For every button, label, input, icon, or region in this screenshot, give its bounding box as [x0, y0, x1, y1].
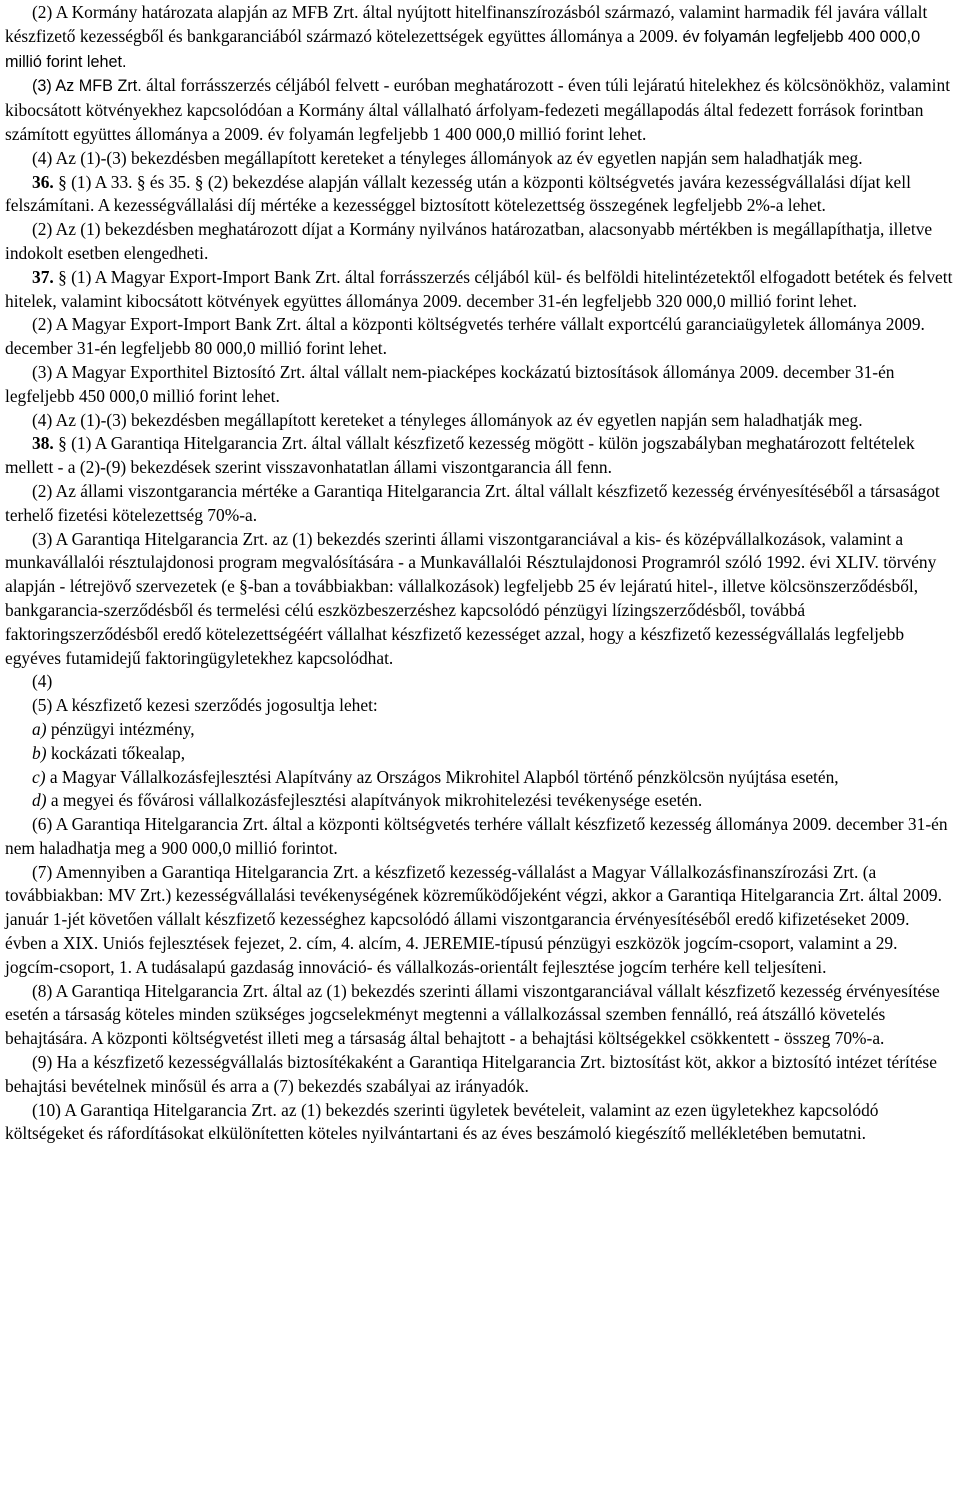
text-run: (5) A készfizető kezesi szerződés jogosultja lehet:: [32, 695, 378, 716]
text-run: (2) Az állami viszontgarancia mértéke a Garantiqa Hitelgarancia Zrt. által vállalt készfizető kezesség érvényesítéséből a társaságot terhelő fizetési kötelezettség 70%-a.: [5, 480, 940, 525]
text-run: (10) A Garantiqa Hitelgarancia Zrt. az (1) bekezdés szerinti ügyletek bevételeit, valamint az ezen ügyletekhez kapcsolódó költségeket és ráfordításokat elkülönítetten köteles nyilvántartani és az éves beszámoló kiegészítő mellékletében bemutatni.: [5, 1099, 879, 1144]
text-run: (3) Az MFB Zrt.: [32, 77, 142, 96]
paragraph: [5, 361, 953, 409]
list-marker: a): [32, 718, 47, 739]
paragraph: [5, 813, 953, 861]
text-run: (4): [32, 671, 53, 692]
paragraph: [5, 313, 953, 361]
list-marker: c): [32, 766, 46, 787]
text-run: év folyamán legfeljebb 400 000,0 millió forint lehet.: [5, 27, 921, 71]
paragraph: [5, 432, 953, 480]
section-number: 38.: [32, 433, 54, 454]
text-run: (8) A Garantiqa Hitelgarancia Zrt. által az (1) bekezdés szerinti állami viszontgaranciával vállalt készfizető kezesség érvényesítése esetén a társaság köteles minden szükséges jogcselekményt megtenni a vállalkozással szemben fennálló, reá átszálló követelés behajtására. A központi költségvetést illeti meg a társaság által behajtott - a behajtási költségekkel csökkentett - összeg 70%-a.: [5, 980, 940, 1049]
paragraph: [5, 742, 953, 766]
paragraph: [5, 718, 953, 742]
text-run: által forrásszerzés céljából felvett - euróban meghatározott - éven túli lejáratú hitelekhez és kölcsönökhöz, valamint kibocsátott kötvényekhez kapcsolódóan a Kormány által vállalható árfolyam-fedezeti megállapodás által fedezett források forintban számított együttes állománya a 2009. év folyamán legfeljebb 1 400 000,0 millió forint lehet.: [5, 75, 951, 144]
paragraph: [5, 528, 953, 671]
text-run: (6) A Garantiqa Hitelgarancia Zrt. által a központi költségvetés terhére vállalt készfizető kezesség állománya 2009. december 31-én nem haladhatja meg a 900 000,0 millió forintot.: [5, 814, 948, 858]
paragraph: [5, 409, 953, 433]
paragraph: [5, 1051, 953, 1099]
text-run: (7) Amennyiben a Garantiqa Hitelgarancia Zrt. a készfizető kezesség-vállalást a Magyar Vállalkozásfinanszírozási Zrt. (a továbbiakban: MV Zrt.) kezességvállalási tevékenységének közreműködőjeként végzi, akkor a Garantiqa Hitelgarancia Zrt. által 2009. január 1-jét követően vállalt készfizető kezességhez kapcsolódó állami viszontgarancia érvényesítéséből eredő kifizetéseket 2009. évben a XIX. Uniós fejlesztések fejezet, 2. cím, 4. alcím, 4. JEREMIE-típusú pénzügyi eszközök jogcím-csoport, valamint a 29. jogcím-csoport, 1. A tudásalapú gazdaság innováció- és vállalkozás-orientált fejlesztése jogcím terhére kell teljesíteni.: [5, 861, 942, 977]
text-run: (3) A Magyar Exporthitel Biztosító Zrt. által vállalt nem-piacképes kockázatú biztosítások állománya 2009. december 31-én legfeljebb 450 000,0 millió forint lehet.: [5, 361, 895, 406]
text-run: (4) Az (1)-(3) bekezdésben megállapított kereteket a tényleges állományok az év egyetlen napján sem haladhatják meg.: [32, 409, 863, 430]
paragraph: [5, 171, 953, 219]
text-run: (4) Az (1)-(3) bekezdésben megállapított kereteket a tényleges állományok az év egyetlen napján sem haladhatják meg.: [32, 147, 863, 168]
paragraph: [5, 1099, 953, 1147]
text-run: (9) Ha a készfizető kezességvállalás biztosítékaként a Garantiqa Hitelgarancia Zrt. biztosítást köt, akkor a biztosító intézet térítése behajtási bevételnek minősül és arra a (7) bekezdés szabályai az irányadók.: [5, 1052, 937, 1096]
text-run: pénzügyi intézmény,: [46, 718, 195, 739]
list-marker: b): [32, 742, 47, 763]
text-run: § (1) A 33. § és 35. § (2) bekezdése alapján vállalt kezesség után a központi költségvetés javára kezességvállalási díjat kell felszámítani. A kezességvállalási díj mértéke a kezességgel biztosított kötelezettség összegének legfeljebb 2%-a lehet.: [5, 171, 911, 216]
paragraph: [5, 218, 953, 266]
list-marker: d): [32, 790, 47, 811]
text-run: (2) A Magyar Export-Import Bank Zrt. által a központi költségvetés terhére vállalt exportcélú garanciaügyletek állománya 2009. december 31-én legfeljebb 80 000,0 millió forint lehet.: [5, 314, 925, 359]
paragraph: [5, 147, 953, 171]
section-number: 37.: [32, 266, 54, 287]
paragraph: [5, 789, 953, 813]
section-number: 36.: [32, 171, 54, 192]
paragraph: [5, 861, 953, 980]
paragraph: [5, 1, 953, 74]
text-run: kockázati tőkealap,: [46, 742, 186, 763]
text-run: (3) A Garantiqa Hitelgarancia Zrt. az (1) bekezdés szerinti állami viszontgaranciával a kis- és középvállalkozások, valamint a munkavállalói résztulajdonosi program megvalósítására - a Munkavállalói Résztulajdonosi Programról szóló 1992. évi XLIV. törvény alapján - létrejövő szervezetek (e §-ban a továbbiakban: vállalkozások) legfeljebb 25 év lejáratú hitel-, illetve kölcsönszerződésből, bankgarancia-szerződésből és termelési célú eszközbeszerzéshez kapcsolódó pénzügyi lízingszerződésből, továbbá faktoringszerződésből eredő kötelezettségéért vállalhat készfizető kezességet azzal, hogy a készfizető kezességvállalás legfeljebb egyéves futamidejű faktoringügyletekhez kapcsolódhat.: [5, 528, 937, 668]
text-run: (2) Az (1) bekezdésben meghatározott díjat a Kormány nyilvános határozatban, alacsonyabb mértékben is megállapíthatja, illetve indokolt esetben elengedheti.: [5, 219, 933, 263]
paragraph: [5, 980, 953, 1051]
text-run: a megyei és fővárosi vállalkozásfejlesztési alapítványok mikrohitelezési tevékenysége esetén.: [46, 790, 703, 811]
paragraph: [5, 74, 953, 146]
text-run: § (1) A Garantiqa Hitelgarancia Zrt. által vállalt készfizető kezesség mögött - külön jogszabályban meghatározott feltételek mellett - a (2)-(9) bekezdések szerint visszavonhatatlan állami viszontgarancia áll fenn.: [5, 433, 915, 478]
text-run: a Magyar Vállalkozásfejlesztési Alapítvány az Országos Mikrohitel Alapból történő pénzkölcsön nyújtása esetén,: [45, 766, 839, 787]
text-run: (2) A Kormány határozata alapján az MFB Zrt. által nyújtott hitelfinanszírozásból származó, valamint harmadik fél javára vállalt készfizető kezességből és bankgaranciából származó kötelezettségek együttes állománya a 2009.: [5, 2, 928, 46]
paragraph: [5, 766, 953, 790]
paragraph: [5, 694, 953, 718]
paragraph: [5, 480, 953, 528]
paragraph: [5, 266, 953, 314]
text-run: § (1) A Magyar Export-Import Bank Zrt. által forrásszerzés céljából kül- és belföldi hitelintézetektől elfogadott betétek és felvett hitelek, valamint kibocsátott kötvények együttes állománya 2009. december 31-én legfeljebb 320 000,0 millió forint lehet.: [5, 266, 953, 311]
paragraph: [5, 670, 953, 694]
